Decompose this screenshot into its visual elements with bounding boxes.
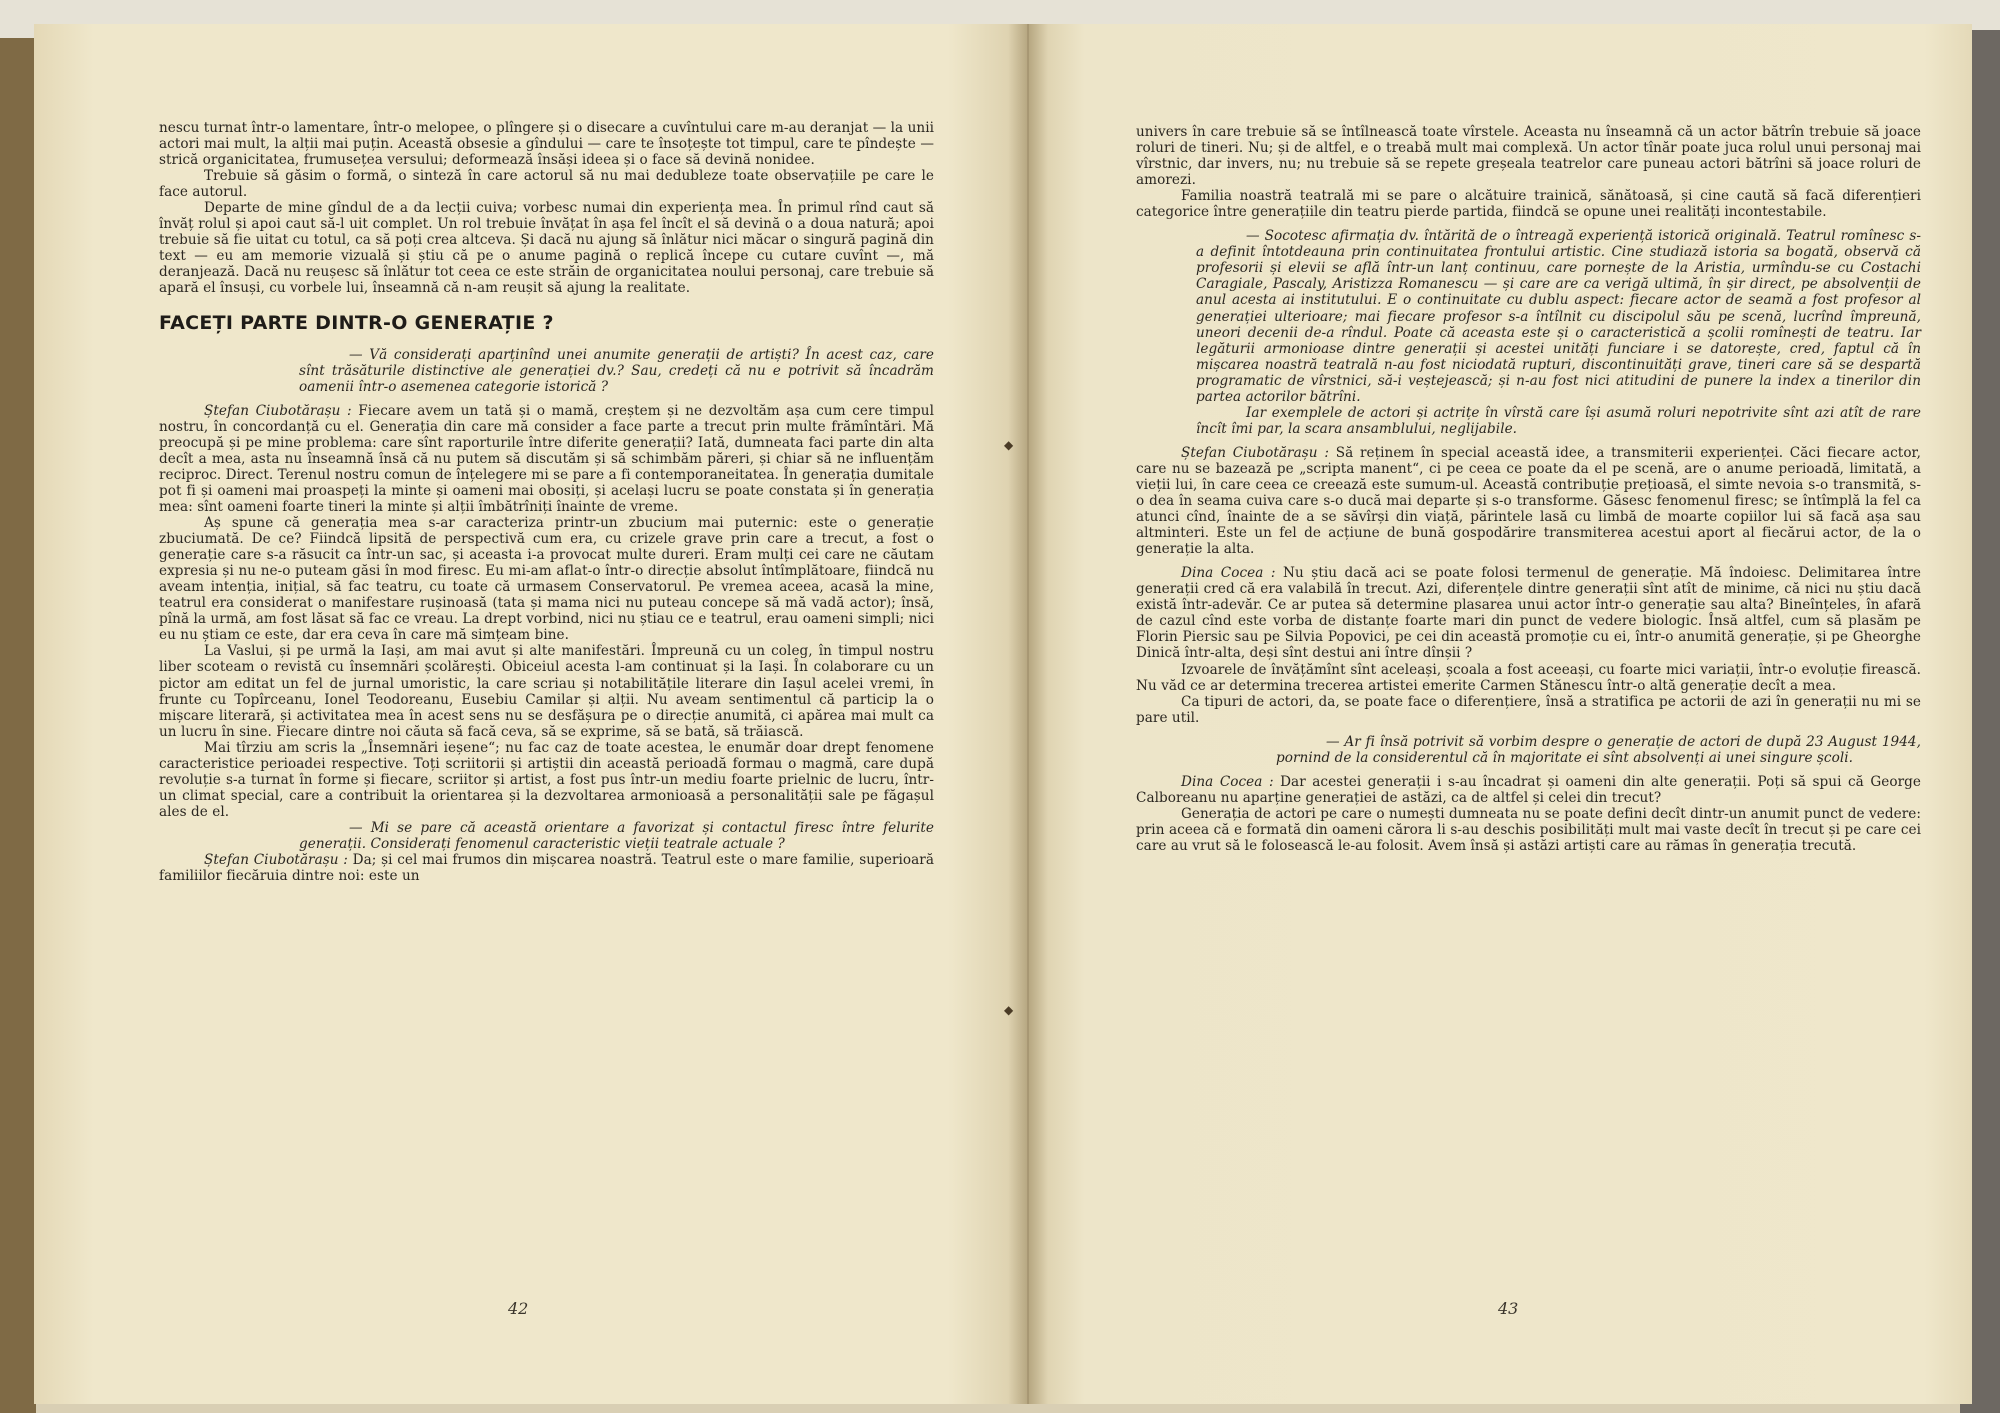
book-cover-edge-left [0,38,36,1413]
binding-staple [1005,440,1015,454]
speaker-name: Ștefan Ciubotărașu : [204,402,352,419]
interview-question: — Socotesc afirmația dv. întărită de o întreagă experiență istorică originală. Teatrul romînesc s-a definit întotdeauna prin continuitatea frontului artistic. Cine studiază istoria sa bogată, observă că profesorii și elevii se află într-un lanț continuu, care pornește de la Aristia, urmîndu-se cu Costachi Caragiale, Pascaly, Aristizza Romanescu — și care are ca verigă ultimă, în șir direct, pe absolvenții de anul acesta ai institutului. E o continuitate cu dublu aspect: fiecare actor de seamă a fost profesor al generației ulterioare; mai fiecare profesor s-a întîlnit cu discipolul său pe scenă, lucrînd împreună, uneori decenii de-a rîndul. Poate că aceasta este și o caracteristică a școlii romînești de teatru. Iar legăturii armonioase dintre generații și acestei unități funciare i se datorește, cred, faptul că în mișcarea noastră teatrală n-au fost niciodată rupturi, discontinuități grave, tineri care să se despartă programatic de vîrstnici, să-i veștejească; și n-au fost nici atitudini de punere la index a tinerilor din partea actorilor bătrîni. [1196,228,1921,405]
paragraph: Aș spune că generația mea s-ar caracteriza printr-un zbucium mai puternic: este o generație zbuciumată. De ce? Fiindcă lipsită de perspectivă cum era, cu crizele grave prin care a trecut, a fost o generație care s-a răsucit ca într-un sac, și aceasta i-a provocat multe dureri. Eram mulți cei care ne căutam expresia și nu ne-o puteam găsi în mod firesc. Eu mi-am aflat-o într-o direcție absolut întîmplătoare, fiindcă nu aveam intenția, inițial, să fac teatru, cu toate că urmasem Conservatorul. Pe vremea aceea, acasă la mine, teatrul era considerat o manifestare rușinoasă (tata și mama nici nu puteau concepe să mă vadă actor); însă, pînă la urmă, am fost lăsat să fac ce vreau. La drept vorbind, nici nu știau ce e teatrul, erau oameni simpli; nici eu nu știam ce este, dar era ceva în care mă simțeam bine. [159,515,934,644]
answer-text: Da; și cel mai frumos din mișcarea noastră. Teatrul este o mare familie, superioară familiilor fiecăruia dintre noi: este un [159,852,934,885]
right-page-text [1136,124,1921,854]
answer-text: Fiecare avem un tată și o mamă, creștem și ne dezvoltăm așa cum cere timpul nostru, în concordanță cu el. Generația din care mă consider a face parte a trecut prin multe frămîntări. Mă preocupă și pe mine problema: care sînt raporturile între diferite generații? Iată, dumneata faci parte din alta decît a mea, asta nu înseamnă însă că nu putem să discutăm și să schimbăm păreri, și chiar să ne influențăm reciproc. Direct. Terenul nostru comun de înțelegere mi se pare a fi contemporaneitatea. În generația dumitale pot fi și oameni mai proaspeți la minte și oameni mai obosiți, și același lucru se poate constata și în generația mea: sînt oameni foarte tineri la minte și alții îmbătrîniți înainte de vreme. [159,402,934,515]
binding-staple [1005,1005,1015,1019]
answer-text: Nu știu dacă aci se poate folosi termenul de generație. Mă îndoiesc. Delimitarea între generații cred că era valabilă în trecut. Azi, diferențele dintre generații sînt atît de minime, că nici nu știu dacă există într-adevăr. Ce ar putea să determine plasarea unui actor într-o generație sau alta? Bineînțeles, în afară de cazul cînd este vorba de distanțe foarte mari din punct de vedere biologic. Însă altfel, cum să plasăm pe Florin Piersic sau pe Silvia Popovici, pe cei din această promoție cu ei, într-o anumită generație, și pe Gheorghe Dinică într-alta, deși sînt destui ani între dînșii ? [1136,565,1921,662]
interview-answer [1136,565,1921,661]
interview-answer [159,852,934,884]
speaker-name: Ștefan Ciubotărașu : [204,852,348,869]
paragraph: La Vaslui, și pe urmă la Iași, am mai avut și alte manifestări. Împreună cu un coleg, în timpul nostru liber scoteam o revistă cu însemnări școlărești. Obiceiul acesta l-am continuat și la Iași. În colaborare cu un pictor am editat un fel de jurnal umoristic, la care scriau și notabilitățile literare din Iașul acelei vremi, în frunte cu Topîrceanu, Ionel Teodoreanu, Eusebiu Camilar și alții. Nu aveam sentimentul că particip la o mișcare literară, și activitatea mea în acest sens nu se desfășura pe o direcție anumită, ci apărea mai mult ca un lucru în sine. Fiecare dintre noi căuta să facă ceva, să se exprime, să se bată, să trăiască. [159,643,934,740]
interview-question: — Ar fi însă potrivit să vorbim despre o generație de actori de după 23 August 1944, pornind de la considerentul că în majoritate ei sînt absolvenți ai unei singure școli. [1276,733,1921,766]
page-number: 42 [508,1299,529,1318]
interview-answer [1136,774,1921,806]
section-heading: FACEȚI PARTE DINTR-O GENERAȚIE ? [159,311,554,334]
interview-question: — Mi se pare că această orientare a favorizat și contactul firesc între felurite generații. Considerați fenomenul caracteristic vieții teatrale actuale ? [299,819,934,852]
interview-question: Iar exemplele de actori și actrițe în vîrstă care își asumă roluri nepotrivite sînt azi atît de rare încît îmi par, la scara ansamblului, neglijabile. [1196,404,1921,437]
paragraph: Izvoarele de învățămînt sînt aceleași, școala a fost aceeași, cu foarte mici variații, într-o evoluție firească. Nu văd ce ar determina trecerea artistei emerite Carmen Stănescu într-o altă generație decît a mea. [1136,661,1921,694]
paragraph: Mai tîrziu am scris la „Însemnări ieșene“; nu fac caz de toate acestea, le enumăr doar drept fenomene caracteristice perioadei respective. Toți scriitorii și artiștii din această perioadă formau o magmă, care după revoluție s-a turnat în forme și fiecare, scriitor și artist, a fost pus într-un mediu foarte prielnic de lucru, într-un climat special, care a contribuit la orientarea și la dezvoltarea armonioasă a personalității sale pe făgașul ales de el. [159,739,934,820]
paragraph: Ca tipuri de actori, da, se poate face o diferențiere, însă a stratifica pe actorii de azi în generații nu mi se pare util. [1136,693,1921,726]
left-page-text [159,120,934,884]
paragraph: nescu turnat într-o lamentare, într-o melopee, o plîngere și o disecare a cuvîntului care m-au deranjat — la unii actori mai mult, la alții mai puțin. Această obsesie a gîndului — care te însoțește tot timpul, care te pîndește — strică organicitatea, frumusețea versului; deformează însăși ideea și o face să devină nonidee. [159,120,934,169]
speaker-name: Dina Cocea : [1181,565,1276,582]
paragraph: Generația de actori pe care o numești dumneata nu se poate defini decît dintr-un anumit punct de vedere: prin aceea că e formată din oameni cărora li s-au deschis posibilități mult mai vaste decît în trecut și pe care cei care au vrut să le folosească le-au folosit. Avem însă și astăzi artiști care au rămas în generația trecută. [1136,805,1921,854]
speaker-name: Ștefan Ciubotărașu : [1181,444,1329,461]
book-spine-gutter [1008,24,1048,1404]
left-page [34,24,1028,1404]
paragraph: univers în care trebuie să se întîlnească toate vîrstele. Aceasta nu înseamnă că un actor bătrîn trebuie să joace roluri de tineri. Nu; și de altfel, e o treabă mult mai complexă. Un actor tînăr poate juca rolul unui personaj mai vîrstnic, dar invers, nu; nu trebuie să se repete greșeala teatrelor care puneau actori bătrîni să joace roluri de amorezi. [1136,124,1921,189]
interview-answer [159,403,934,515]
paragraph: Trebuie să găsim o formă, o sinteză în care actorul să nu mai dedubleze toate observațiile pe care le face autorul. [159,168,934,201]
answer-text: Dar acestei generații i s-au încadrat și oameni din alte generații. Poți să spui că George Calboreanu nu aparține generației de astăzi, ca de altfel și celei din trecut? [1136,773,1921,806]
speaker-name: Dina Cocea : [1181,773,1274,790]
paragraph: Familia noastră teatrală mi se pare o alcătuire trainică, sănătoasă, și cine caută să facă diferențieri categorice între generațiile din teatru pierde partida, fiindcă se opune unei realități incontestabile. [1136,188,1921,221]
interview-answer [1136,445,1921,557]
answer-text: Să reținem în special această idee, a transmiterii experienței. Căci fiecare actor, care nu se bazează pe „scripta manent“, ci pe ceea ce poate da el pe scenă, are o anume perioadă, limitată, a vieții lui, în care ceea ce creează este sumum-ul. Această contribuție prețioasă, el simte nevoia s-o transmită, s-o dea în seama cuiva care s-o ducă mai departe și s-o transforme. Găsesc fenomenul firesc; se întîmplă la fel ca atunci cînd, înainte de a se săvîrși din viață, părintele lasă cu limbă de moarte copiilor lui să facă așa sau altminteri. Este un fel de acțiune de bună gospodărire transmiterea acestui aport al fiecărui actor, de la o generație la alta. [1136,444,1921,558]
right-page [1028,24,1972,1404]
page-number: 43 [1498,1299,1519,1318]
paragraph: Departe de mine gîndul de a da lecții cuiva; vorbesc numai din experiența mea. În primul rînd caut să învăț rolul și apoi caut să-l uit complet. Un rol trebuie învățat în așa fel încît el să devină o a doua natură; apoi trebuie să fie uitat cu totul, ca să poți crea altceva. Și dacă nu ajung să înlătur nici măcar o singură pagină din text — eu am memorie vizuală și știu că pe o anume pagină o replică începe cu cutare cuvînt —, mă deranjează. Dacă nu reușesc să înlătur tot ceea ce este străin de organicitatea noului personaj, care trebuie să apară el însuși, cu vorbele lui, înseamnă că n-am reușit să ajung la realitate. [159,200,934,297]
interview-question: — Vă considerați aparținînd unei anumite generații de artiști? În acest caz, care sînt trăsăturile distinctive ale generației dv.? Sau, credeți că nu e potrivit să încadrăm oamenii într-o asemenea categorie istorică ? [299,346,934,395]
